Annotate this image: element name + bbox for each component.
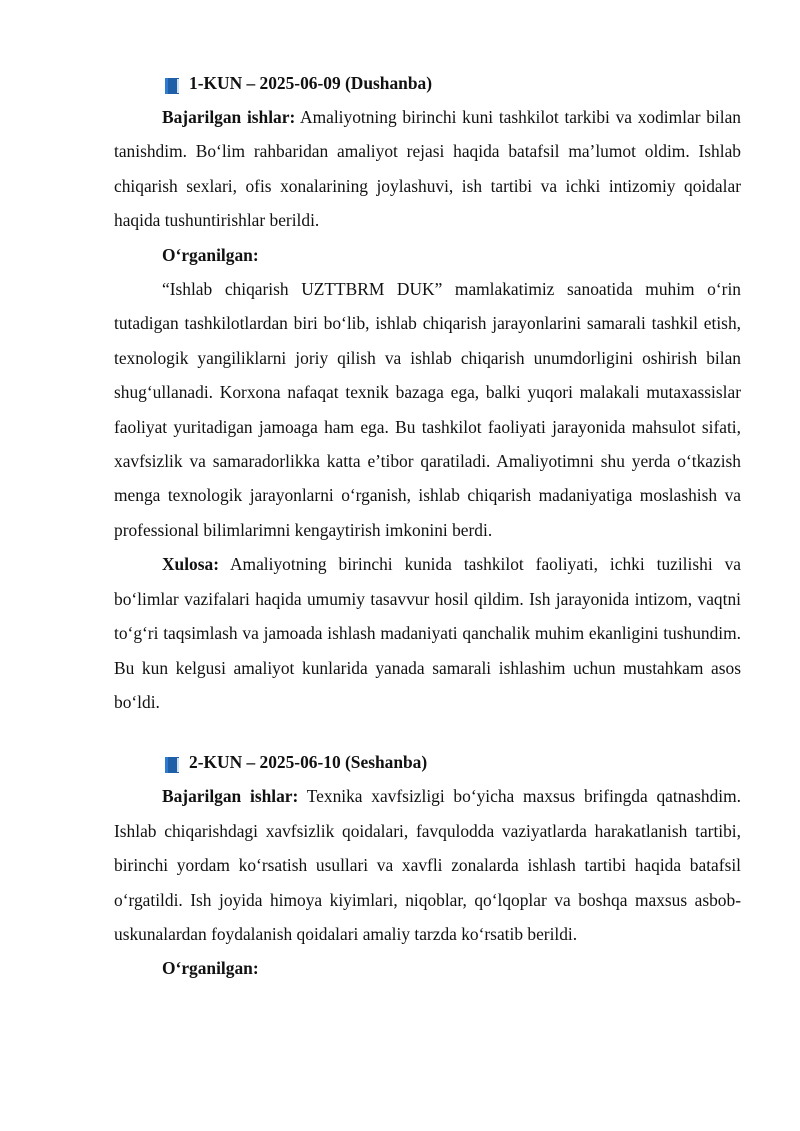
day-1-heading xyxy=(114,66,741,100)
day-1-conclusion-paragraph xyxy=(114,547,741,719)
day-1-learned-label: O‘rganilgan: xyxy=(162,244,259,265)
section-spacer xyxy=(114,719,741,745)
day-1-done-paragraph xyxy=(114,100,741,238)
day-2-heading xyxy=(114,745,741,779)
book-icon xyxy=(162,752,182,772)
day-1-done-text: Amaliyotning birinchi kuni tashkilot tarkibi va xodimlar bilan tanishdim. Bo‘lim rahbaridan amaliyot rejasi haqida batafsil ma’lumot oldim. Ishlab chiqarish sexlari, ofis xonalarining joylashuvi, ish tartibi va ichki intizomiy qoidalar haqida tushuntirishlar berildi. xyxy=(114,107,741,231)
day-1-conclusion-label: Xulosa: xyxy=(162,554,220,575)
day-2-done-paragraph xyxy=(114,779,741,951)
day-2-learned-label: O‘rganilgan: xyxy=(162,958,259,979)
day-2-done-label: Bajarilgan ishlar: xyxy=(162,786,299,807)
day-1-learned-text: “Ishlab chiqarish UZTTBRM DUK” mamlakatimiz sanoatida muhim o‘rin tutadigan tashkilotlardan biri bo‘lib, ishlab chiqarish jarayonlarini samarali tashkil etish, texnologik yangiliklarni joriy qilish va ishlab chiqarish unumdorligini oshirish bilan shug‘ullanadi. Korxona nafaqat texnik bazaga ega, balki yuqori malakali mutaxassislar faoliyat yuritadigan jamoaga ham ega. Bu tashkilot faoliyati jarayonida mahsulot sifati, xavfsizlik va samaradorlikka katta e’tibor qaratiladi. Amaliyotimni shu yerda o‘tkazish menga texnologik jarayonlarni o‘rganish, ishlab chiqarish madaniyatiga moslashish va professional bilimlarimni kengaytirish imkonini berdi. xyxy=(114,279,741,540)
day-1-conclusion-text: Amaliyotning birinchi kunida tashkilot faoliyati, ichki tuzilishi va bo‘limlar vazifalari haqida umumiy tasavvur hosil qildim. Ish jarayonida intizom, vaqtni to‘g‘ri taqsimlash va jamoada ishlash madaniyati qanchalik muhim ekanligini tushundim. Bu kun kelgusi amaliyot kunlarida yanada samarali ishlashim uchun mustahkam asos bo‘ldi. xyxy=(114,554,741,712)
day-2-heading-text: 2-KUN – 2025-06-10 (Seshanba) xyxy=(189,752,428,773)
day-1-done-label: Bajarilgan ishlar: xyxy=(162,107,296,127)
document-page xyxy=(114,66,741,986)
day-2-done-text: Texnika xavfsizligi bo‘yicha maxsus brifingda qatnashdim. Ishlab chiqarishdagi xavfsizlik qoidalari, favqulodda vaziyatlarda harakatlanish tartibi, birinchi yordam ko‘rsatish usullari va xavfli zonalarda ishlash tartibi haqida batafsil o‘rgatildi. Ish joyida himoya kiyimlari, niqoblar, qo‘lqoplar va boshqa maxsus asbob-uskunalardan foydalanish qoidalari amaliy tarzda ko‘rsatib berildi. xyxy=(114,786,741,944)
day-1-heading-text: 1-KUN – 2025-06-09 (Dushanba) xyxy=(189,72,433,93)
book-icon xyxy=(162,73,182,93)
